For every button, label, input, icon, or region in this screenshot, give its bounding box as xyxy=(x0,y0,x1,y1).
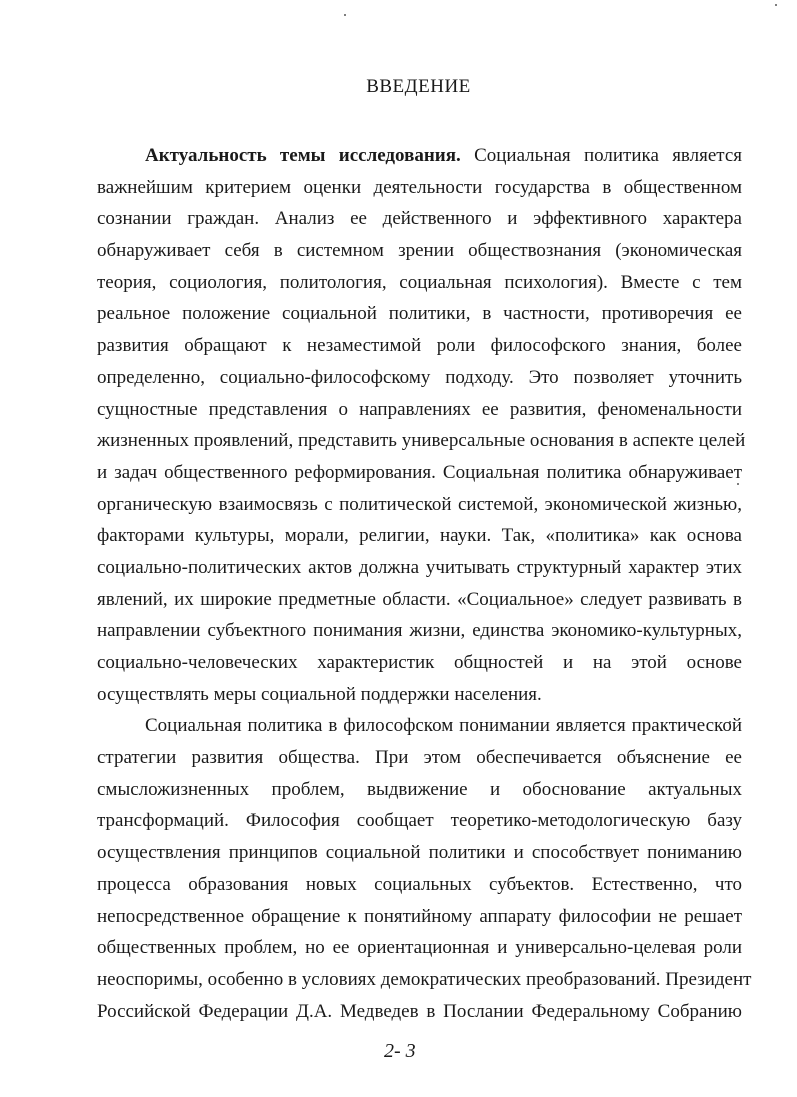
text-line: социально-политических актов должна учитывать структурный характер этих xyxy=(97,556,742,578)
paragraph-1-line-1 xyxy=(97,140,742,172)
text-line: социально-человеческих характеристик общностей и на этой основе xyxy=(97,652,742,673)
text-line: теория, социология, политология, социальная психология). Вместе с тем xyxy=(97,271,742,293)
text-line: непосредственное обращение к понятийному аппарату философии не решает xyxy=(97,905,742,927)
text-line: и задач общественного реформирования. Социальная политика обнаруживает xyxy=(97,461,742,483)
first-line-rest: Социальная политика является xyxy=(474,145,743,166)
page-number: 2- 3 xyxy=(384,1040,416,1062)
text-line: общественных проблем, но ее ориентационная и универсально-целевая роли xyxy=(97,937,742,959)
text-line: сознании граждан. Анализ ее действенного и эффективного характера xyxy=(97,208,742,230)
text-line: Российской Федерации Д.А. Медведев в Послании Федеральному Собранию xyxy=(97,1000,742,1022)
text-line: обнаруживает себя в системном зрении обществознания (экономическая xyxy=(97,240,742,262)
lead-bold-phrase: Актуальность темы исследования. xyxy=(145,145,461,166)
text-line: реальное положение социальной политики, в частности, противоречия ее xyxy=(97,303,742,325)
page-title: ВВЕДЕНИЕ xyxy=(366,76,471,97)
text-line: трансформаций. Философия сообщает теоретико-методологическую базу xyxy=(97,810,742,832)
scan-speck xyxy=(344,14,346,16)
text-line: осуществления принципов социальной политики и способствует пониманию xyxy=(97,842,742,864)
text-line: смысложизненных проблем, выдвижение и обоснование актуальных xyxy=(97,778,742,800)
text-line: важнейшим критерием оценки деятельности государства в общественном xyxy=(97,176,742,198)
text-line: неоспоримы, особенно в условиях демократических преобразований. Президент xyxy=(97,968,752,990)
text-line: сущностные представления о направлениях ее развития, феноменальности xyxy=(97,398,742,420)
text-line: процесса образования новых социальных субъектов. Естественно, что xyxy=(97,873,742,895)
body-text xyxy=(97,140,752,1027)
paragraph-2-line-1: Социальная политика в философском понимании является практической xyxy=(145,715,742,737)
text-line: явлений, их широкие предметные области. «Социальное» следует развивать в xyxy=(97,588,742,610)
text-line: осуществлять меры социальной поддержки населения. xyxy=(97,683,542,705)
text-line: жизненных проявлений, представить универсальные основания в аспекте целей xyxy=(97,430,746,452)
scan-speck xyxy=(775,4,777,6)
text-line: органическую взаимосвязь с политической системой, экономической жизнью, xyxy=(97,493,742,515)
text-line: направлении субъектного понимания жизни, единства экономико-культурных, xyxy=(97,620,742,642)
text-line: стратегии развития общества. При этом обеспечивается объяснение ее xyxy=(97,747,742,769)
text-line: определенно, социально-философскому подходу. Это позволяет уточнить xyxy=(97,366,742,388)
text-line: развития обращают к незаместимой роли философского знания, более xyxy=(97,335,742,357)
text-line: факторами культуры, морали, религии, науки. Так, «политика» как основа xyxy=(97,525,742,547)
